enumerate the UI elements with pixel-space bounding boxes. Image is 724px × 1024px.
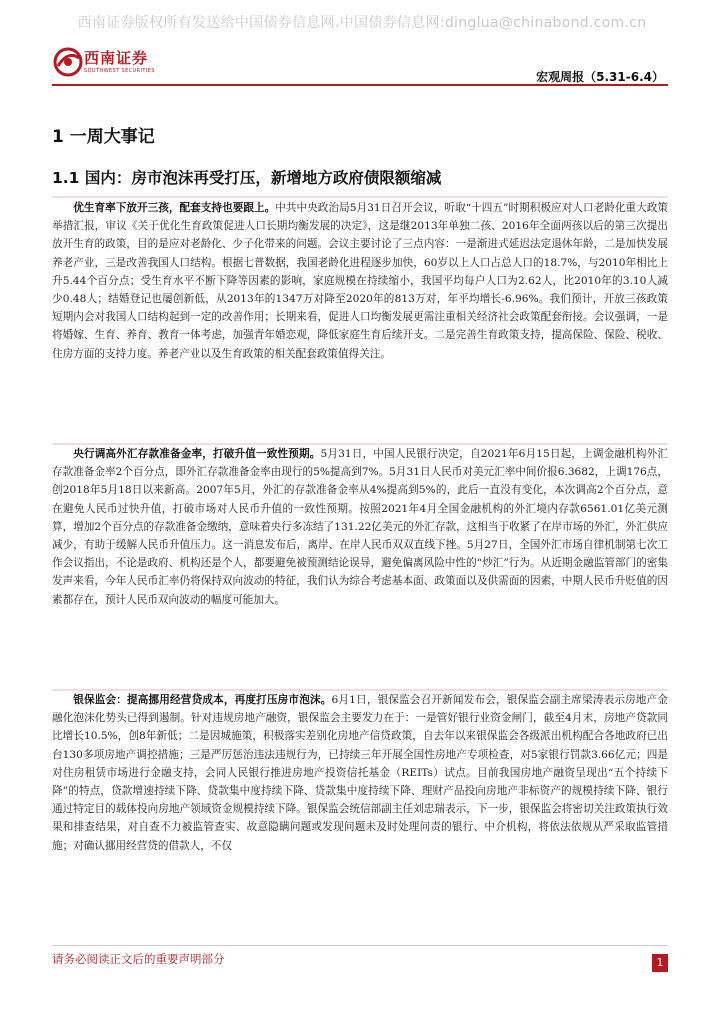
paragraph-divider bbox=[52, 196, 668, 198]
footer-disclaimer: 请务必阅读正文后的重要声明部分 bbox=[52, 952, 225, 966]
paragraph-lead: 银保监会：提高挪用经营贷成本，再度打压房市泡沫。 bbox=[73, 694, 332, 706]
paragraph-birth-policy bbox=[52, 199, 668, 363]
brand-name: 西南证券 bbox=[84, 49, 149, 67]
watermark-text: 西南证券版权所有发送给中国债券信息网.中国债券信息网:dinglua@chinabond.com.cn bbox=[77, 15, 647, 31]
paragraph-lead: 优生育率下放开三孩，配套支持也要跟上。 bbox=[73, 202, 276, 214]
page-number: 1 bbox=[652, 954, 668, 972]
footer-divider bbox=[52, 945, 668, 946]
paragraph-fx-reserve bbox=[52, 445, 668, 609]
paragraph-body: 6月1日，银保监会召开新闻发布会，银保监会副主席梁涛表示房地产金融化泡沫化势头已得到遏制。针对违规房地产融资，银保监会主要发力在于：一是管好银行业资金闸门，截至4月末，房地产贷款同比增长10.5%，创8年新低；二是因城施策，积极落实差别化房地产信贷政策，自去年以来银保监会各级派出机构配合各地政府已出台130多项房地产调控措施；三是严厉惩治违法违规行为，已持续三年开展全国性房地产专项检查，对5家银行罚款3.66亿元；四是对住房租赁市场进行金融支持，会同人民银行推进房地产投资信托基金（REITs）试点。目前我国房地产融资呈现出“五个持续下降”的特点，贷款增速持续下降、贷款集中度持续下降、贷款集中度持续下降、理财产品投向房地产非标资产的规模持续下降、银行通过特定目的载体投向房地产领域资金规模持续下降。银保监会统信部副主任刘忠瑞表示，下一步，银保监会将密切关注政策执行效果和排查结果，对自查不力被监管查实、故意隐瞒问题或发现问题未及时处理问责的银行、中介机构，将依法依规从严采取监管措施；对确认挪用经营贷的借款人，不仅 bbox=[52, 694, 668, 852]
report-tag: 宏观周报（5.31-6.4） bbox=[536, 70, 664, 84]
paragraph-lead: 央行调高外汇存款准备金率，打破升值一致性预期。 bbox=[73, 448, 321, 460]
paragraph-body: 中共中央政治局5月31日召开会议，听取“十四五”时期积极应对人口老龄化重大政策举措汇报，审议《关于优化生育政策促进人口长期均衡发展的决定》，这是继2013年单独二孩、2016年全面两孩以后的第三次提出放开生育的政策，目的是应对老龄化、少子化带来的问题。会议主要讨论了三点内容：一是渐进式延迟法定退休年龄，二是加快发展养老产业，三是改善我国人口结构。根据七普数据，我国老龄化进程逐步加快，60岁以上人口占总人口的18.7%，与2010年相比上升5.44个百分点；受生育水平不断下降等因素的影响，家庭规模在持续缩小，我国平均每户人口为2.62人，比2010年的3.10人减少0.48人；结婚登记也屡创新低，从2013年的1347万对降至2020年的813万对，年平均增长-6.96%。我们预计，开放三孩政策短期内会对我国人口结构起到一定的改善作用；长期来看，促进人口均衡发展更需注重相关经济社会政策配套衔接。会议强调，一是将婚嫁、生育、养育、教育一体考虑，加强青年婚恋观，降低家庭生育后续开支。二是完善生育政策支持，提高保险、保险、税收、住房方面的支持力度。养老产业以及生育政策的相关配套政策值得关注。 bbox=[52, 202, 668, 360]
brand-subtitle: SOUTHWEST SECURITIES bbox=[84, 68, 155, 74]
header-divider bbox=[52, 84, 668, 86]
paragraph-body: 5月31日，中国人民银行决定，自2021年6月15日起，上调金融机构外汇存款准备金率2个百分点，即外汇存款准备金率由现行的5%提高到7%。5月31日人民币对美元汇率中间价报6.3682，上调176点，创2018年5月18日以来新高。2007年5月，外汇的存款准备金率从4%提高到5%的，此后一直没有变化，本次调高2个百分点，意在避免人民币过快升值，打破市场对人民币升值的一致性预期。按照2021年4月全国金融机构的外汇境内存款6561.01亿美元测算，增加2个百分点的存款准备金缴纳，意味着央行多冻结了131.22亿美元的外汇存款，这相当于收紧了在岸市场的外汇，外汇供应减少，有助于缓解人民币升值压力。这一消息发布后，离岸、在岸人民币双双直线下挫。5月27日，全国外汇市场自律机制第七次工作会议指出，不论是政府、机构还是个人，都要避免被预测结论误导，避免偏离风险中性的“炒汇”行为。从近期金融监管部门的密集发声来看，今年人民币汇率仍将保持双向波动的特征，我们认为综合考虑基本面、政策面以及供需面的因素，中期人民币升贬值的因素都存在，预计人民币双向波动的幅度可能加大。 bbox=[52, 448, 668, 606]
paragraph-cbirc bbox=[52, 691, 668, 855]
subsection-heading: 1.1 国内：房市泡沫再受打压，新增地方政府债限额缩减 bbox=[52, 169, 442, 187]
section-heading: 1 一周大事记 bbox=[52, 127, 155, 147]
